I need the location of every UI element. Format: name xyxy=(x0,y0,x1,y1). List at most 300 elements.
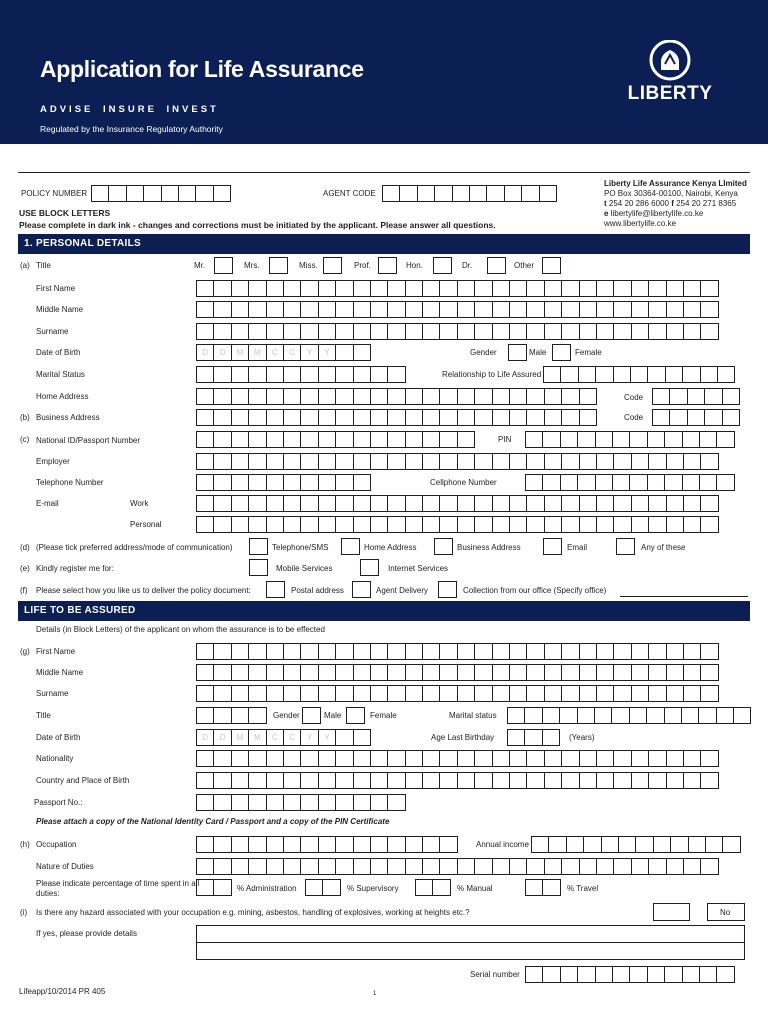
input-cell[interactable] xyxy=(561,323,579,340)
input-cell[interactable] xyxy=(525,879,543,896)
register-mobile-box[interactable] xyxy=(249,559,268,576)
input-cell[interactable] xyxy=(666,858,684,875)
input-cell[interactable] xyxy=(283,643,301,660)
input-cell[interactable] xyxy=(322,879,340,896)
input-cell[interactable] xyxy=(682,431,700,448)
input-cell[interactable] xyxy=(248,772,266,789)
input-cell[interactable] xyxy=(231,431,249,448)
marital-input[interactable] xyxy=(196,366,405,383)
input-cell[interactable] xyxy=(457,643,475,660)
input-cell[interactable] xyxy=(248,750,266,767)
input-cell[interactable] xyxy=(283,858,301,875)
home-address-input[interactable] xyxy=(196,388,596,405)
input-cell[interactable] xyxy=(353,643,371,660)
input-cell[interactable] xyxy=(596,643,614,660)
input-cell[interactable] xyxy=(196,323,214,340)
title-other-box[interactable] xyxy=(542,257,561,274)
input-cell[interactable] xyxy=(213,707,231,724)
input-cell[interactable] xyxy=(560,431,578,448)
input-cell[interactable] xyxy=(213,516,231,533)
relationship-input[interactable] xyxy=(543,366,734,383)
input-cell[interactable] xyxy=(577,966,595,983)
input-cell[interactable] xyxy=(524,707,542,724)
input-cell[interactable] xyxy=(648,858,666,875)
input-cell[interactable]: C xyxy=(266,729,284,746)
input-cell[interactable]: Y xyxy=(318,729,336,746)
input-cell[interactable] xyxy=(353,431,371,448)
input-cell[interactable] xyxy=(370,388,388,405)
input-cell[interactable] xyxy=(405,643,423,660)
input-cell[interactable] xyxy=(613,664,631,681)
input-cell[interactable] xyxy=(439,323,457,340)
input-cell[interactable] xyxy=(683,858,701,875)
input-cell[interactable] xyxy=(526,643,544,660)
input-cell[interactable] xyxy=(195,185,213,202)
input-cell[interactable] xyxy=(596,453,614,470)
input-cell[interactable] xyxy=(631,495,649,512)
input-cell[interactable] xyxy=(548,836,566,853)
input-cell[interactable] xyxy=(353,323,371,340)
input-cell[interactable] xyxy=(509,323,527,340)
input-cell[interactable] xyxy=(405,323,423,340)
input-cell[interactable] xyxy=(492,858,510,875)
input-cell[interactable] xyxy=(629,707,647,724)
input-cell[interactable] xyxy=(335,495,353,512)
input-cell[interactable] xyxy=(525,474,543,491)
input-cell[interactable] xyxy=(579,643,597,660)
input-cell[interactable] xyxy=(266,664,284,681)
input-cell[interactable] xyxy=(700,301,718,318)
input-cell[interactable] xyxy=(370,431,388,448)
input-cell[interactable] xyxy=(387,409,405,426)
input-cell[interactable] xyxy=(526,323,544,340)
input-cell[interactable]: D xyxy=(196,729,214,746)
input-cell[interactable]: M xyxy=(231,729,249,746)
assured-middle-name-input[interactable] xyxy=(196,664,718,681)
input-cell[interactable] xyxy=(544,409,562,426)
input-cell[interactable] xyxy=(439,836,457,853)
input-cell[interactable] xyxy=(370,409,388,426)
input-cell[interactable]: C xyxy=(266,344,284,361)
input-cell[interactable] xyxy=(474,453,492,470)
title-prof-box[interactable] xyxy=(378,257,397,274)
input-cell[interactable] xyxy=(559,707,577,724)
input-cell[interactable] xyxy=(561,750,579,767)
input-cell[interactable] xyxy=(474,323,492,340)
input-cell[interactable] xyxy=(231,280,249,297)
input-cell[interactable] xyxy=(613,643,631,660)
first-name-input[interactable] xyxy=(196,280,718,297)
input-cell[interactable] xyxy=(126,185,144,202)
input-cell[interactable] xyxy=(196,643,214,660)
input-cell[interactable] xyxy=(613,366,631,383)
input-cell[interactable] xyxy=(318,431,336,448)
input-cell[interactable] xyxy=(318,366,336,383)
income-input[interactable] xyxy=(531,836,740,853)
input-cell[interactable] xyxy=(722,409,740,426)
input-cell[interactable] xyxy=(422,685,440,702)
input-cell[interactable] xyxy=(300,858,318,875)
input-cell[interactable] xyxy=(422,431,440,448)
input-cell[interactable] xyxy=(613,516,631,533)
input-cell[interactable] xyxy=(561,858,579,875)
input-cell[interactable] xyxy=(700,664,718,681)
title-miss-box[interactable] xyxy=(323,257,342,274)
input-cell[interactable] xyxy=(561,495,579,512)
gender-male-box[interactable] xyxy=(508,344,527,361)
input-cell[interactable] xyxy=(492,772,510,789)
input-cell[interactable] xyxy=(700,366,718,383)
input-cell[interactable] xyxy=(509,858,527,875)
input-cell[interactable] xyxy=(283,750,301,767)
input-cell[interactable] xyxy=(682,474,700,491)
input-cell[interactable] xyxy=(300,366,318,383)
input-cell[interactable] xyxy=(631,323,649,340)
nationality-input[interactable] xyxy=(196,750,718,767)
input-cell[interactable] xyxy=(318,495,336,512)
input-cell[interactable] xyxy=(596,772,614,789)
input-cell[interactable] xyxy=(544,685,562,702)
input-cell[interactable] xyxy=(318,280,336,297)
input-cell[interactable] xyxy=(579,495,597,512)
input-cell[interactable] xyxy=(335,772,353,789)
input-cell[interactable] xyxy=(648,280,666,297)
input-cell[interactable] xyxy=(474,772,492,789)
input-cell[interactable] xyxy=(266,453,284,470)
input-cell[interactable] xyxy=(439,409,457,426)
input-cell[interactable] xyxy=(405,750,423,767)
input-cell[interactable] xyxy=(583,836,601,853)
input-cell[interactable] xyxy=(629,966,647,983)
input-cell[interactable] xyxy=(612,474,630,491)
input-cell[interactable] xyxy=(353,280,371,297)
input-cell[interactable] xyxy=(248,707,266,724)
input-cell[interactable] xyxy=(439,280,457,297)
input-cell[interactable] xyxy=(664,966,682,983)
input-cell[interactable] xyxy=(631,664,649,681)
input-cell[interactable] xyxy=(300,772,318,789)
input-cell[interactable] xyxy=(231,836,249,853)
input-cell[interactable] xyxy=(492,280,510,297)
input-cell[interactable] xyxy=(387,323,405,340)
input-cell[interactable] xyxy=(231,794,249,811)
input-cell[interactable] xyxy=(300,495,318,512)
input-cell[interactable] xyxy=(415,879,433,896)
input-cell[interactable] xyxy=(370,323,388,340)
input-cell[interactable] xyxy=(231,453,249,470)
input-cell[interactable] xyxy=(700,495,718,512)
input-cell[interactable] xyxy=(504,185,522,202)
input-cell[interactable] xyxy=(318,664,336,681)
pct-supervisory-input[interactable] xyxy=(305,879,340,896)
input-cell[interactable] xyxy=(561,685,579,702)
input-cell[interactable] xyxy=(353,301,371,318)
input-cell[interactable] xyxy=(248,431,266,448)
input-cell[interactable] xyxy=(666,495,684,512)
input-cell[interactable] xyxy=(526,750,544,767)
input-cell[interactable] xyxy=(613,750,631,767)
input-cell[interactable] xyxy=(613,323,631,340)
input-cell[interactable] xyxy=(653,836,671,853)
input-cell[interactable] xyxy=(318,836,336,853)
input-cell[interactable] xyxy=(318,323,336,340)
input-cell[interactable] xyxy=(213,836,231,853)
input-cell[interactable] xyxy=(387,643,405,660)
input-cell[interactable] xyxy=(405,836,423,853)
input-cell[interactable] xyxy=(648,772,666,789)
input-cell[interactable] xyxy=(248,453,266,470)
input-cell[interactable] xyxy=(213,772,231,789)
input-cell[interactable] xyxy=(266,516,284,533)
input-cell[interactable] xyxy=(405,301,423,318)
input-cell[interactable] xyxy=(631,772,649,789)
input-cell[interactable] xyxy=(266,474,284,491)
input-cell[interactable] xyxy=(509,664,527,681)
input-cell[interactable] xyxy=(474,664,492,681)
input-cell[interactable] xyxy=(648,685,666,702)
input-cell[interactable] xyxy=(664,707,682,724)
age-input[interactable] xyxy=(507,729,559,746)
input-cell[interactable] xyxy=(561,453,579,470)
telephone-input[interactable] xyxy=(196,474,370,491)
input-cell[interactable] xyxy=(666,323,684,340)
input-cell[interactable] xyxy=(283,772,301,789)
input-cell[interactable] xyxy=(213,685,231,702)
input-cell[interactable] xyxy=(248,495,266,512)
input-cell[interactable] xyxy=(387,516,405,533)
input-cell[interactable] xyxy=(474,388,492,405)
input-cell[interactable] xyxy=(509,280,527,297)
details-input-1[interactable] xyxy=(196,925,745,943)
input-cell[interactable] xyxy=(231,495,249,512)
input-cell[interactable] xyxy=(422,495,440,512)
input-cell[interactable] xyxy=(509,750,527,767)
assured-marital-input[interactable] xyxy=(507,707,750,724)
input-cell[interactable] xyxy=(422,858,440,875)
input-cell[interactable] xyxy=(492,750,510,767)
input-cell[interactable] xyxy=(213,185,231,202)
input-cell[interactable] xyxy=(318,772,336,789)
input-cell[interactable] xyxy=(666,453,684,470)
input-cell[interactable] xyxy=(687,388,705,405)
input-cell[interactable] xyxy=(560,366,578,383)
input-cell[interactable] xyxy=(387,431,405,448)
input-cell[interactable] xyxy=(629,431,647,448)
input-cell[interactable] xyxy=(439,685,457,702)
input-cell[interactable] xyxy=(439,516,457,533)
input-cell[interactable] xyxy=(509,685,527,702)
input-cell[interactable] xyxy=(213,474,231,491)
input-cell[interactable] xyxy=(353,474,371,491)
input-cell[interactable] xyxy=(457,280,475,297)
input-cell[interactable] xyxy=(387,685,405,702)
input-cell[interactable] xyxy=(525,966,543,983)
cellphone-input[interactable] xyxy=(525,474,734,491)
input-cell[interactable] xyxy=(283,836,301,853)
input-cell[interactable] xyxy=(596,323,614,340)
input-cell[interactable] xyxy=(596,858,614,875)
input-cell[interactable] xyxy=(700,750,718,767)
input-cell[interactable] xyxy=(196,388,214,405)
input-cell[interactable] xyxy=(248,301,266,318)
input-cell[interactable] xyxy=(561,643,579,660)
input-cell[interactable] xyxy=(143,185,161,202)
input-cell[interactable] xyxy=(652,409,670,426)
input-cell[interactable] xyxy=(683,772,701,789)
input-cell[interactable] xyxy=(579,409,597,426)
comm-home-box[interactable] xyxy=(341,538,360,555)
input-cell[interactable] xyxy=(457,453,475,470)
input-cell[interactable] xyxy=(248,366,266,383)
input-cell[interactable] xyxy=(318,516,336,533)
input-cell[interactable] xyxy=(666,664,684,681)
input-cell[interactable] xyxy=(353,836,371,853)
email-work-input[interactable] xyxy=(196,495,718,512)
input-cell[interactable] xyxy=(353,794,371,811)
input-cell[interactable] xyxy=(318,474,336,491)
input-cell[interactable] xyxy=(231,388,249,405)
input-cell[interactable] xyxy=(474,643,492,660)
input-cell[interactable] xyxy=(542,474,560,491)
input-cell[interactable] xyxy=(382,185,400,202)
input-cell[interactable] xyxy=(683,685,701,702)
input-cell[interactable] xyxy=(526,858,544,875)
input-cell[interactable] xyxy=(631,643,649,660)
input-cell[interactable] xyxy=(716,431,734,448)
input-cell[interactable] xyxy=(439,453,457,470)
input-cell[interactable] xyxy=(300,664,318,681)
input-cell[interactable] xyxy=(561,388,579,405)
input-cell[interactable] xyxy=(542,966,560,983)
input-cell[interactable] xyxy=(526,495,544,512)
input-cell[interactable] xyxy=(544,495,562,512)
input-cell[interactable] xyxy=(196,474,214,491)
input-cell[interactable] xyxy=(213,366,231,383)
input-cell[interactable] xyxy=(544,323,562,340)
input-cell[interactable] xyxy=(509,301,527,318)
input-cell[interactable] xyxy=(196,516,214,533)
input-cell[interactable] xyxy=(248,323,266,340)
input-cell[interactable] xyxy=(300,794,318,811)
delivery-postal-box[interactable] xyxy=(266,581,285,598)
comm-any-box[interactable] xyxy=(616,538,635,555)
input-cell[interactable] xyxy=(666,750,684,767)
comm-email-box[interactable] xyxy=(543,538,562,555)
input-cell[interactable] xyxy=(370,643,388,660)
input-cell[interactable] xyxy=(683,643,701,660)
input-cell[interactable] xyxy=(596,664,614,681)
input-cell[interactable] xyxy=(542,729,560,746)
input-cell[interactable] xyxy=(335,750,353,767)
input-cell[interactable] xyxy=(283,280,301,297)
input-cell[interactable] xyxy=(618,836,636,853)
input-cell[interactable] xyxy=(596,685,614,702)
input-cell[interactable] xyxy=(699,474,717,491)
input-cell[interactable] xyxy=(577,707,595,724)
input-cell[interactable] xyxy=(457,431,475,448)
input-cell[interactable] xyxy=(266,388,284,405)
input-cell[interactable] xyxy=(300,431,318,448)
input-cell[interactable] xyxy=(387,366,405,383)
input-cell[interactable] xyxy=(266,431,284,448)
input-cell[interactable] xyxy=(266,858,284,875)
input-cell[interactable] xyxy=(457,495,475,512)
input-cell[interactable] xyxy=(335,836,353,853)
input-cell[interactable] xyxy=(579,301,597,318)
input-cell[interactable]: Y xyxy=(300,344,318,361)
input-cell[interactable] xyxy=(405,388,423,405)
register-internet-box[interactable] xyxy=(360,559,379,576)
input-cell[interactable] xyxy=(387,794,405,811)
input-cell[interactable] xyxy=(666,643,684,660)
input-cell[interactable] xyxy=(474,516,492,533)
input-cell[interactable] xyxy=(266,301,284,318)
input-cell[interactable] xyxy=(387,301,405,318)
input-cell[interactable] xyxy=(474,685,492,702)
input-cell[interactable] xyxy=(457,301,475,318)
input-cell[interactable] xyxy=(300,323,318,340)
input-cell[interactable] xyxy=(300,836,318,853)
input-cell[interactable] xyxy=(196,409,214,426)
input-cell[interactable] xyxy=(318,858,336,875)
input-cell[interactable] xyxy=(405,409,423,426)
input-cell[interactable] xyxy=(266,685,284,702)
input-cell[interactable] xyxy=(683,664,701,681)
input-cell[interactable] xyxy=(544,643,562,660)
input-cell[interactable] xyxy=(300,685,318,702)
input-cell[interactable] xyxy=(335,409,353,426)
input-cell[interactable] xyxy=(196,366,214,383)
input-cell[interactable] xyxy=(231,301,249,318)
input-cell[interactable] xyxy=(507,729,525,746)
input-cell[interactable] xyxy=(474,409,492,426)
input-cell[interactable] xyxy=(666,516,684,533)
input-cell[interactable] xyxy=(544,772,562,789)
input-cell[interactable] xyxy=(213,794,231,811)
input-cell[interactable] xyxy=(631,750,649,767)
input-cell[interactable] xyxy=(700,772,718,789)
input-cell[interactable] xyxy=(405,685,423,702)
input-cell[interactable] xyxy=(283,794,301,811)
input-cell[interactable] xyxy=(526,685,544,702)
input-cell[interactable] xyxy=(231,858,249,875)
input-cell[interactable] xyxy=(213,280,231,297)
input-cell[interactable] xyxy=(439,664,457,681)
input-cell[interactable]: D xyxy=(196,344,214,361)
input-cell[interactable] xyxy=(283,685,301,702)
national-id-input[interactable] xyxy=(196,431,474,448)
input-cell[interactable] xyxy=(544,280,562,297)
input-cell[interactable] xyxy=(439,772,457,789)
input-cell[interactable] xyxy=(531,836,549,853)
input-cell[interactable] xyxy=(335,516,353,533)
input-cell[interactable] xyxy=(335,366,353,383)
input-cell[interactable] xyxy=(370,495,388,512)
input-cell[interactable] xyxy=(579,516,597,533)
input-cell[interactable] xyxy=(266,409,284,426)
input-cell[interactable] xyxy=(670,836,688,853)
assured-surname-input[interactable] xyxy=(196,685,718,702)
input-cell[interactable] xyxy=(283,431,301,448)
input-cell[interactable] xyxy=(370,516,388,533)
input-cell[interactable] xyxy=(300,453,318,470)
input-cell[interactable] xyxy=(526,516,544,533)
input-cell[interactable]: C xyxy=(283,344,301,361)
input-cell[interactable] xyxy=(669,409,687,426)
input-cell[interactable] xyxy=(492,301,510,318)
title-dr-box[interactable] xyxy=(487,257,506,274)
input-cell[interactable] xyxy=(648,516,666,533)
